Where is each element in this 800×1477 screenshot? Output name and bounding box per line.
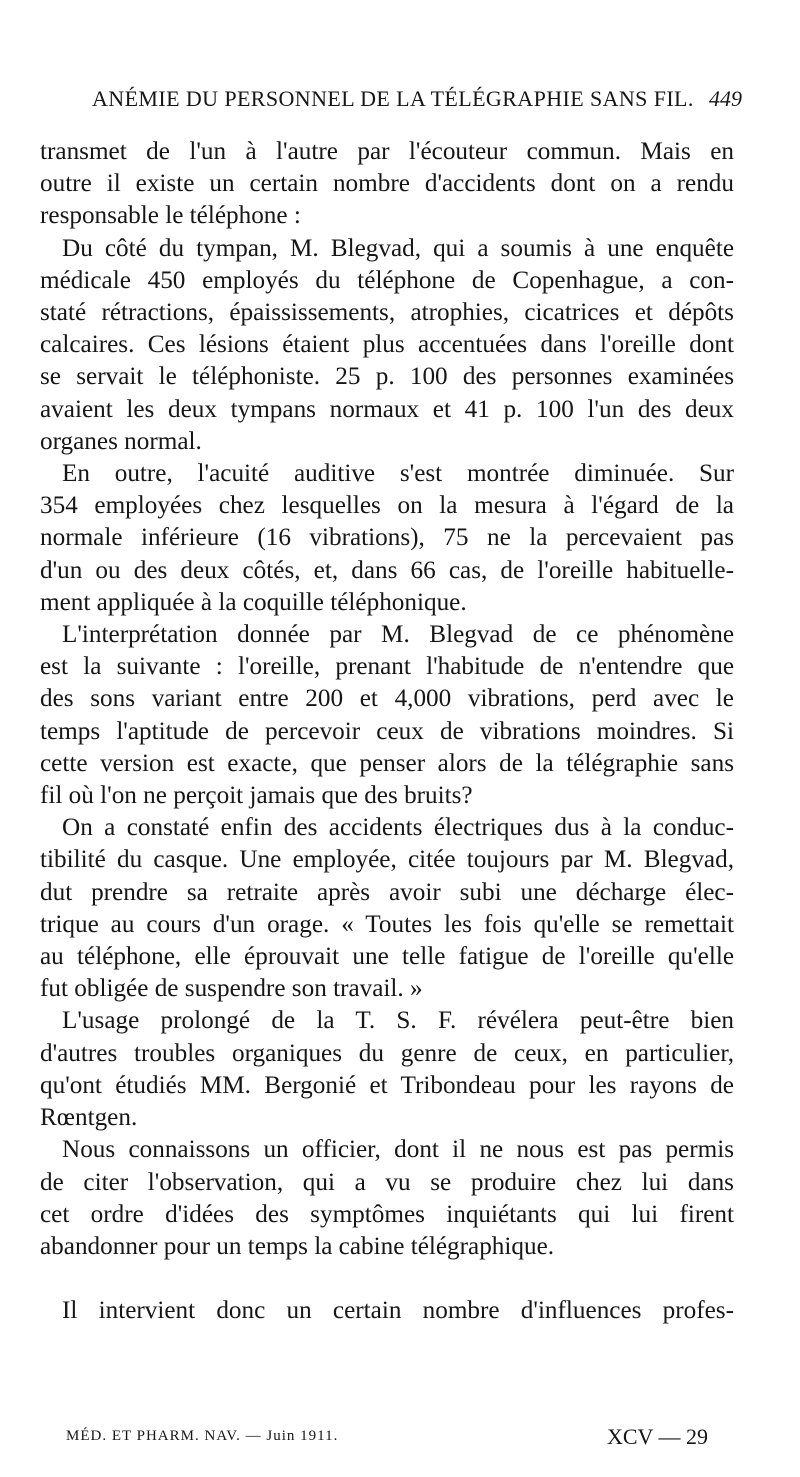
text-line: Il intervient donc un certain nombre d'influences profes-: [62, 1297, 734, 1325]
text-line: qu'ont étudiés MM. Bergonié et Tribondeau pour les rayons de: [40, 1071, 734, 1099]
text-line: transmet de l'un à l'autre par l'écouteur commun. Mais en: [40, 138, 734, 165]
text-line: L'interprétation donnée par M. Blegvad de ce phénomène: [62, 621, 734, 649]
text-line: d'un ou des deux côtés, et, dans 66 cas, de l'oreille habituelle-: [40, 556, 734, 584]
text-line: En outre, l'acuité auditive s'est montrée diminuée. Sur: [62, 460, 734, 488]
body-text: [40, 136, 734, 1327]
text-line: cet ordre d'idées des symptômes inquiétants qui lui firent: [40, 1200, 734, 1228]
text-line: tibilité du casque. Une employée, citée toujours par M. Blegvad,: [40, 846, 734, 874]
text-line: normale inférieure (16 vibrations), 75 ne la percevaient pas: [40, 524, 734, 552]
text-line: trique au cours d'un orage. « Toutes les fois qu'elle se remettait: [40, 910, 734, 938]
text-line: staté rétractions, épaississements, atrophies, cicatrices et dépôts: [40, 299, 734, 327]
text-line: calcaires. Ces lésions étaient plus accentuées dans l'oreille dont: [40, 331, 734, 359]
text-line: organes normal.: [40, 427, 202, 455]
text-line: d'autres troubles organiques du genre de ceux, en particulier,: [40, 1039, 734, 1067]
text-line: Du côté du tympan, M. Blegvad, qui a soumis à une enquête: [62, 234, 734, 262]
text-line: ment appliquée à la coquille téléphonique.: [40, 588, 467, 616]
signature-mark: XCV — 29: [606, 1424, 708, 1449]
text-line: avaient les deux tympans normaux et 41 p. 100 l'un des deux: [40, 395, 734, 423]
running-head: [0, 86, 800, 118]
text-line: dut prendre sa retraite après avoir subi une décharge élec-: [40, 878, 734, 906]
text-line: Rœntgen.: [40, 1104, 138, 1132]
paragraph-gap: [40, 1263, 734, 1295]
text-line: de citer l'observation, qui a vu se produire chez lui dans: [40, 1168, 734, 1196]
text-line: 354 employées chez lesquelles on la mesura à l'égard de la: [40, 492, 734, 520]
text-line: cette version est exacte, que penser alors de la télégraphie sans: [40, 749, 734, 777]
text-line: se servait le téléphoniste. 25 p. 100 des personnes examinées: [40, 363, 734, 391]
running-title: ANÉMIE DU PERSONNEL DE LA TÉLÉGRAPHIE SANS FIL.: [92, 86, 694, 111]
text-line: temps l'aptitude de percevoir ceux de vibrations moindres. Si: [40, 717, 734, 745]
page-number: 449: [709, 86, 742, 111]
text-line: responsable le téléphone :: [40, 202, 301, 230]
text-line: médicale 450 employés du téléphone de Copenhague, a con-: [40, 266, 734, 294]
text-line: au téléphone, elle éprouvait une telle fatigue de l'oreille qu'elle: [40, 943, 734, 971]
text-line: On a constaté enfin des accidents électriques dus à la conduc-: [62, 814, 734, 842]
journal-reference: MÉD. ET PHARM. NAV. — Juin 1911.: [66, 1428, 339, 1444]
text-line: fil où l'on ne perçoit jamais que des bruits?: [40, 782, 473, 810]
text-line: Nous connaissons un officier, dont il ne nous est pas permis: [62, 1136, 734, 1164]
page-footer: [66, 1424, 708, 1458]
text-line: est la suivante : l'oreille, prenant l'habitude de n'entendre que: [40, 653, 734, 681]
text-line: des sons variant entre 200 et 4,000 vibrations, perd avec le: [40, 685, 734, 713]
text-line: fut obligée de suspendre son travail. »: [40, 975, 423, 1003]
text-line: abandonner pour un temps la cabine télégraphique.: [40, 1232, 555, 1260]
text-line: outre il existe un certain nombre d'accidents dont on a rendu: [40, 170, 734, 198]
text-line: L'usage prolongé de la T. S. F. révélera peut-être bien: [62, 1007, 734, 1035]
